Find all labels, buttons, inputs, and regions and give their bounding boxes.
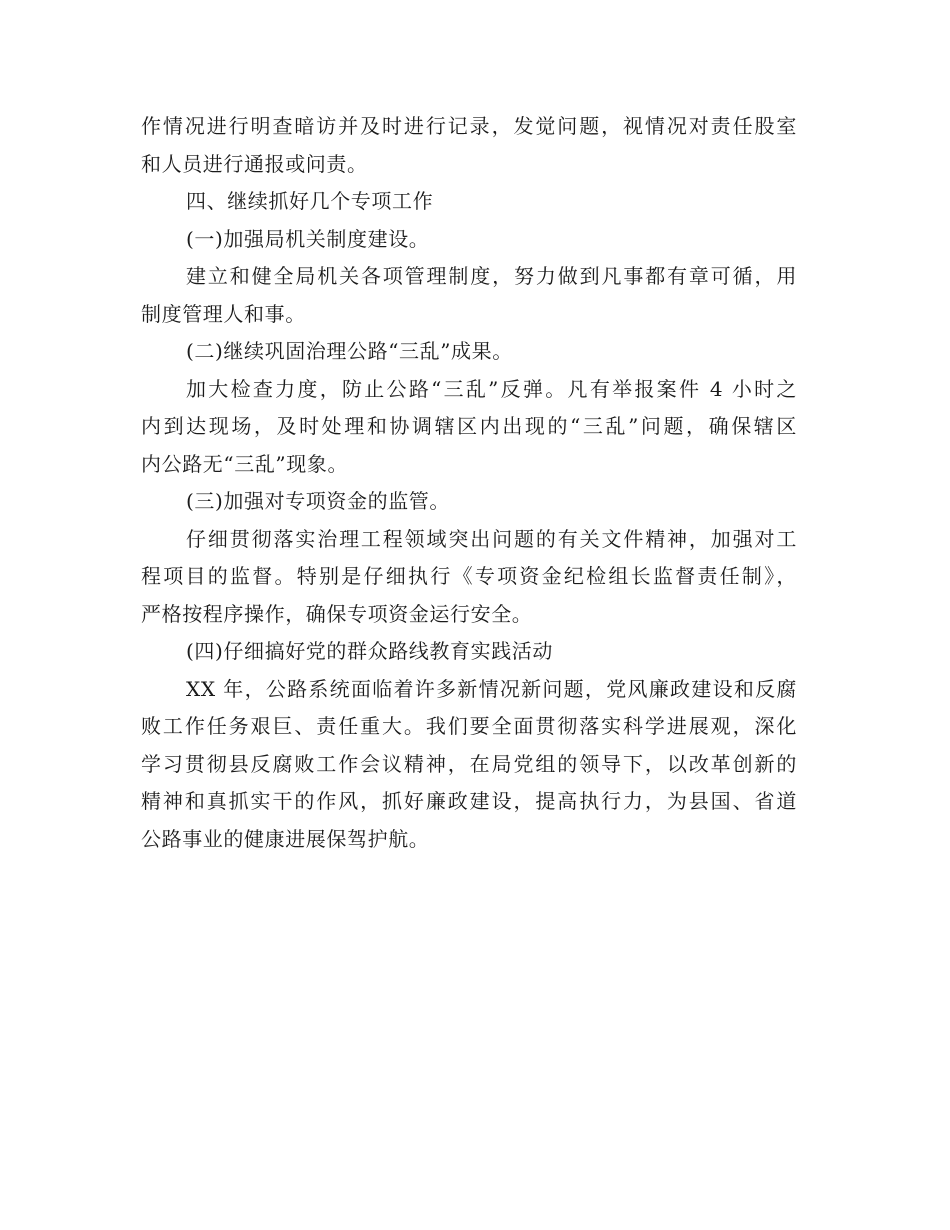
text-line: (二)继续巩固治理公路“三乱”成果。: [186, 339, 513, 363]
text-line: 内到达现场，及时处理和协调辖区内出现的“三乱”问题，确保辖区: [141, 414, 797, 438]
text-line: 加大检查力度，防止公路“三乱”反弹。凡有举报案件 4 小时之: [186, 376, 797, 401]
text-line: 学习贯彻县反腐败工作会议精神，在局党组的领导下，以改革创新的: [141, 751, 797, 776]
text-line: 程项目的监督。特别是仔细执行《专项资金纪检组长监督责任制》，: [141, 564, 797, 588]
text-line: (三)加强对专项资金的监管。: [186, 489, 451, 513]
text-line: (一)加强局机关制度建设。: [186, 226, 430, 251]
text-line: 精神和真抓实干的作风，抓好廉政建设，提高执行力，为县国、省道: [141, 789, 797, 813]
text-line: 制度管理人和事。: [141, 301, 306, 326]
document-body: [141, 108, 797, 858]
text-line: 公路事业的健康进展保驾护航。: [141, 826, 430, 851]
text-line: 仔细贯彻落实治理工程领域突出问题的有关文件精神，加强对工: [186, 526, 797, 551]
text-line: 和人员进行通报或问责。: [141, 151, 368, 176]
text-line: 作情况进行明查暗访并及时进行记录，发觉问题，视情况对责任股室: [141, 114, 797, 138]
text-line: 败工作任务艰巨、责任重大。我们要全面贯彻落实科学进展观，深化: [141, 714, 797, 738]
text-line: (四)仔细搞好党的群众路线教育实践活动: [186, 639, 554, 663]
text-line: 建立和健全局机关各项管理制度，努力做到凡事都有章可循，用: [186, 264, 797, 288]
text-line: 四、继续抓好几个专项工作: [186, 189, 434, 213]
text-line: XX 年，公路系统面临着许多新情况新问题，党风廉政建设和反腐: [186, 676, 797, 701]
text-line: 严格按程序操作，确保专项资金运行安全。: [141, 601, 533, 626]
text-line: 内公路无“三乱”现象。: [141, 451, 349, 476]
